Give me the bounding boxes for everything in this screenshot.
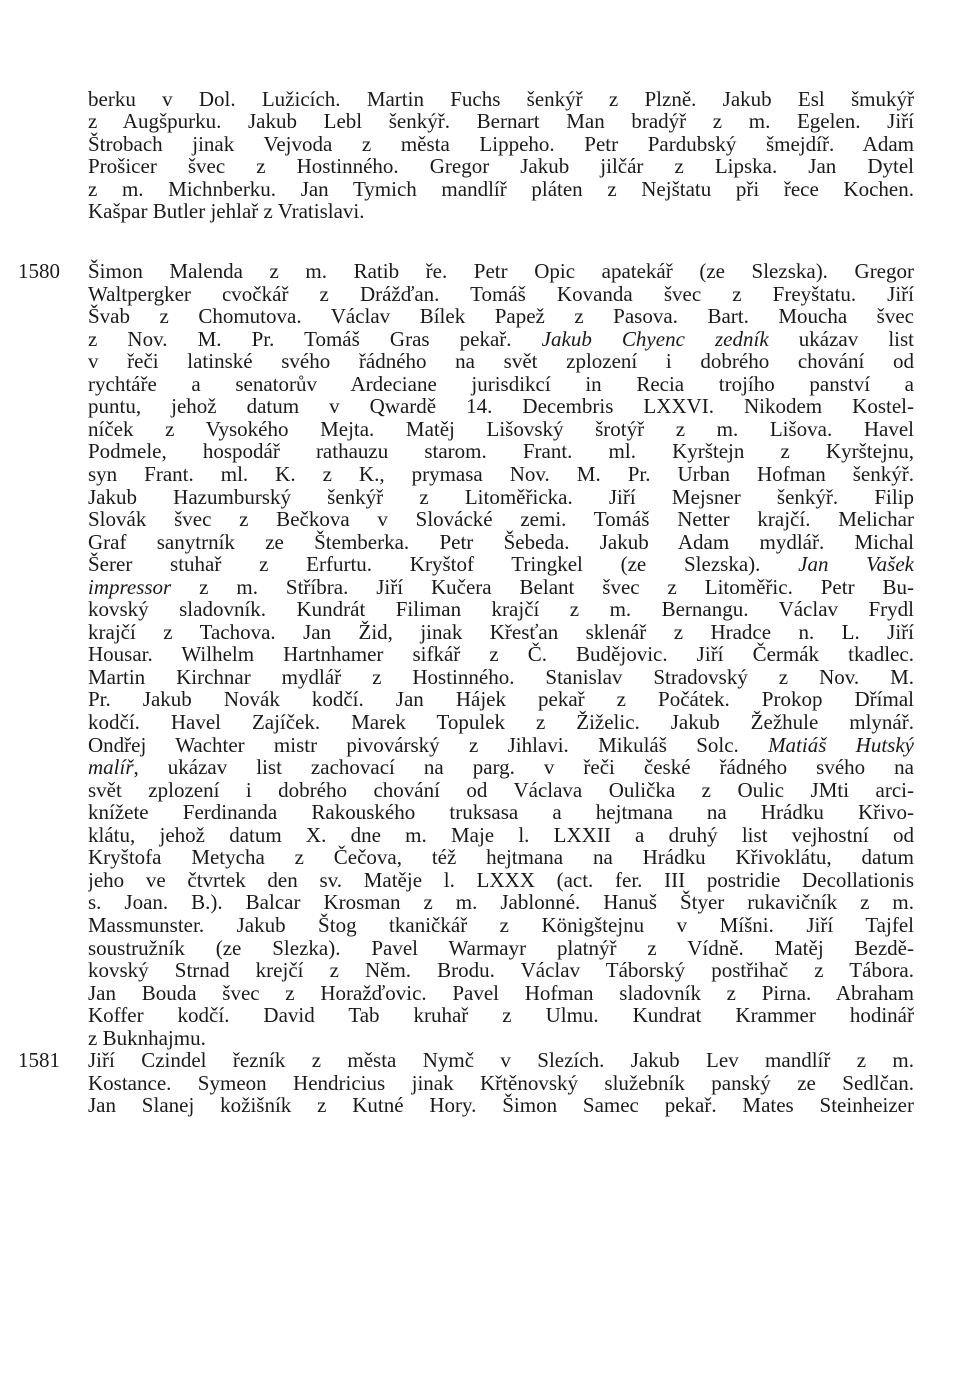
year-marker-1580: 1580 [18, 259, 60, 283]
text-run: Housar. Wilhelm Hartnhamer sifkář z Č. Budějovic. Jiří Čermák tkadlec. [88, 642, 914, 666]
text-run: jeho ve čtvrtek den sv. Matěje l. LXXX (act. fer. III postridie Decollationis [88, 868, 914, 892]
text-run: Pr. Jakub Novák kodčí. Jan Hájek pekař z Počátek. Prokop Dřímal [88, 687, 914, 711]
text-run: soustružník (ze Slezka). Pavel Warmayr platnýř z Vídně. Matěj Bezdě- [88, 936, 914, 960]
text-run: Kostance. Symeon Hendricius jinak Křtěnovský služebník panský ze Sedlčan. [88, 1071, 914, 1095]
text-run: Graf sanytrník ze Štemberka. Petr Šebeda. Jakub Adam mydlář. Michal [88, 530, 914, 554]
text-run: Šerer stuhař z Erfurtu. Kryštof Tringkel (ze Slezska). [88, 552, 799, 576]
italic-name: Jakub Chyenc zedník [541, 327, 769, 351]
text-run: kovský Strnad krejčí z Něm. Brodu. Václav Táborský postřihač z Tábora. [88, 958, 914, 982]
text-run: kodčí. Havel Zajíček. Marek Topulek z Žiželic. Jakub Žežhule mlynář. [88, 710, 914, 734]
text-run: v řeči latinské svého řádného na svět zplození i dobrého chování od [88, 349, 914, 373]
text-run: s. Joan. B.). Balcar Krosman z m. Jablonné. Hanuš Štyer rukavičník z m. [88, 890, 914, 914]
text-run: Prošicer švec z Hostinného. Gregor Jakub jilčár z Lipska. Jan Dytel [88, 154, 914, 178]
text-run: Jan Slanej kožišník z Kutné Hory. Šimon Samec pekař. Mates Steinheizer [88, 1093, 914, 1117]
text-run: knížete Ferdinanda Rakouského truksasa a hejtmana na Hrádku Křivo- [88, 800, 914, 824]
text-run: berku v Dol. Lužicích. Martin Fuchs šenkýř z Plzně. Jakub Esl šmukýř [88, 87, 914, 111]
text-run: rychtáře a senatorův Ardeciane jurisdikcí in Recia trojího panství a [88, 372, 914, 396]
text-run: Waltpergker cvočkář z Drážďan. Tomáš Kovanda švec z Freyštatu. Jiří [88, 282, 914, 306]
text-run: svět zplození i dobrého chování od Václava Oulička z Oulic JMti arci- [88, 778, 914, 802]
text-run: puntu, jehož datum v Qwardě 14. Decembris LXXVI. Nikodem Kostel- [88, 394, 914, 418]
text-run: Ondřej Wachter mistr pivovárský z Jihlavi. Mikuláš Solc. [88, 733, 769, 757]
italic-name: Matiáš Hutský [768, 733, 914, 757]
text-run: klátu, jehož datum X. dne m. Maje l. LXXII a druhý list vejhostní od [88, 823, 914, 847]
text-run: z Augšpurku. Jakub Lebl šenkýř. Bernart Man bradýř z m. Egelen. Jiří [88, 109, 914, 133]
text-line [88, 1092, 914, 1118]
text-run: Podmele, hospodář rathauzu starom. Frant. ml. Kyrštejn z Kyrštejnu, [88, 439, 914, 463]
text-run: z m. Stříbra. Jiří Kučera Belant švec z Litoměřic. Petr Bu- [171, 575, 914, 599]
text-run: Massmunster. Jakub Štog tkaničkář z Königštejnu v Míšni. Jiří Tajfel [88, 913, 914, 937]
text-run: Jakub Hazumburský šenkýř z Litoměřicka. Jiří Mejsner šenkýř. Filip [88, 485, 914, 509]
text-run: Jan Bouda švec z Horažďovic. Pavel Hofman sladovník z Pirna. Abraham [88, 981, 914, 1005]
italic-name: impressor [88, 575, 172, 599]
text-run: Slovák švec z Bečkova v Slovácké zemi. Tomáš Netter krajčí. Melichar [88, 507, 914, 531]
text-run: z Nov. M. Pr. Tomáš Gras pekař. [88, 327, 542, 351]
text-run: syn Frant. ml. K. z K., prymasa Nov. M. Pr. Urban Hofman šenkýř. [88, 462, 914, 486]
italic-name: Jan Vašek [798, 552, 914, 576]
text-run: Štrobach jinak Vejvoda z města Lippeho. Petr Pardubský šmejdíř. Adam [88, 132, 914, 156]
text-run: kovský sladovník. Kundrát Filiman krajčí z m. Bernangu. Václav Frydl [88, 597, 914, 621]
text-run: , ukázav list zachovací na parg. v řeči české řádného svého na [133, 755, 914, 779]
text-run: Koffer kodčí. David Tab kruhař z Ulmu. Kundrat Krammer hodinář [88, 1003, 914, 1027]
text-run: ukázav list [768, 327, 914, 351]
text-run: Švab z Chomutova. Václav Bílek Papež z Pasova. Bart. Moucha švec [88, 304, 914, 328]
text-run: Kryštofa Metycha z Čečova, též hejtmana na Hrádku Křivoklátu, datum [88, 845, 914, 869]
text-run: krajčí z Tachova. Jan Žid, jinak Křesťan sklenář z Hradce n. L. Jiří [88, 620, 914, 644]
text-run: Martin Kirchnar mydlář z Hostinného. Stanislav Stradovský z Nov. M. [88, 665, 914, 689]
italic-name: malíř [88, 755, 134, 779]
text-run: Šimon Malenda z m. Ratib ře. Petr Opic apatekář (ze Slezska). Gregor [88, 259, 914, 283]
text-run: Jiří Czindel řezník z města Nymč v Slezích. Jakub Lev mandlíř z m. [88, 1048, 914, 1072]
text-run: níček z Vysokého Mejta. Matěj Lišovský šrotýř z m. Lišova. Havel [88, 417, 914, 441]
text-run: z Buknhajmu. [88, 1026, 206, 1050]
text-run: z m. Michnberku. Jan Tymich mandlíř pláten z Nejštatu při řece Kochen. [88, 177, 914, 201]
text-line [88, 198, 914, 224]
text-run: Kašpar Butler jehlař z Vratislavi. [88, 199, 365, 223]
year-marker-1581: 1581 [18, 1048, 60, 1072]
